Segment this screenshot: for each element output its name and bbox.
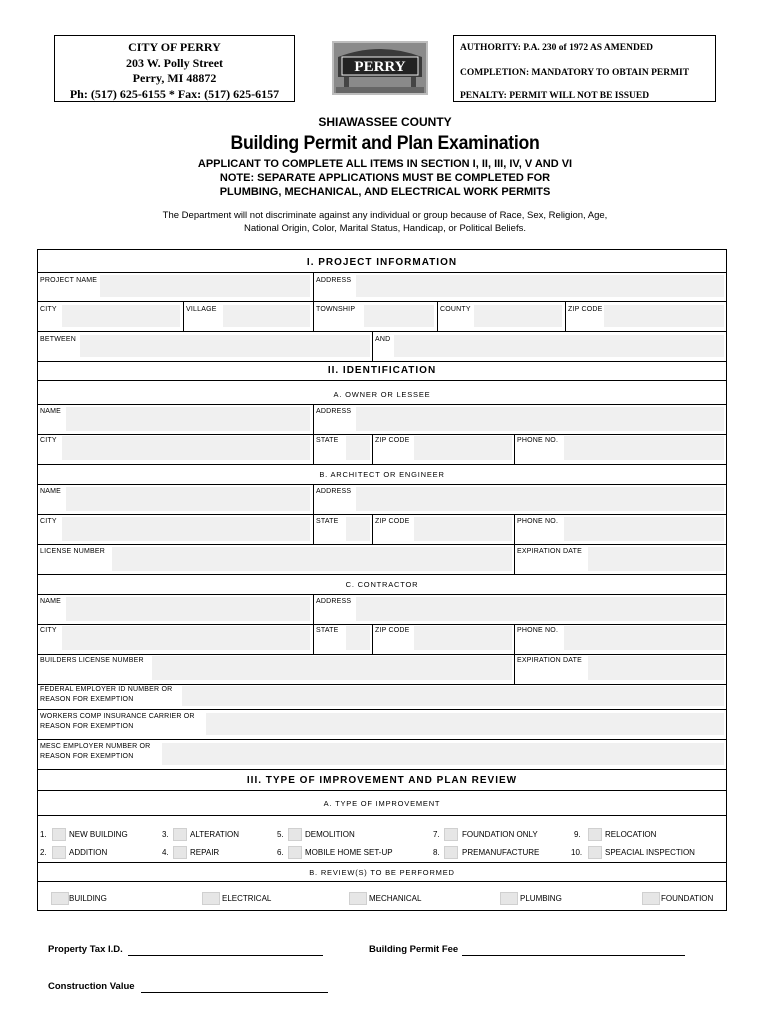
mesc-label-line1: MESC EMPLOYER NUMBER OR: [40, 743, 151, 750]
disclaimer: [0, 209, 770, 235]
owner-zip-field[interactable]: [414, 436, 512, 460]
workers-comp-label-line2: REASON FOR EXEMPTION: [40, 723, 134, 730]
new-building-checkbox[interactable]: [52, 828, 66, 841]
owner-phone-label: PHONE NO.: [517, 437, 559, 444]
penalty-text: PENALTY: PERMIT WILL NOT BE ISSUED: [460, 91, 650, 101]
office-street: 203 W. Polly Street: [125, 55, 224, 70]
premanufacture-label: PREMANUFACTURE: [462, 848, 540, 857]
improvement-num: 8.: [433, 848, 440, 857]
between-field[interactable]: [80, 335, 370, 357]
architect-license-field[interactable]: [112, 547, 512, 571]
instruction-line: PLUMBING, MECHANICAL, AND ELECTRICAL WORK PERMITS: [219, 186, 551, 198]
repair-label: REPAIR: [190, 848, 220, 857]
instruction-line: APPLICANT TO COMPLETE ALL ITEMS IN SECTION I, II, III, IV, V AND VI: [197, 158, 573, 170]
permit-form: [37, 249, 727, 911]
builders-license-label: BUILDERS LICENSE NUMBER: [40, 657, 144, 664]
federal-id-label: [40, 685, 172, 705]
plumbing-review-checkbox[interactable]: [500, 892, 518, 905]
section-2-title: II. IDENTIFICATION: [38, 365, 726, 381]
improvement-num: 1.: [40, 830, 47, 839]
addition-label: ADDITION: [69, 848, 108, 857]
form-title: Building Permit and Plan Examination: [230, 133, 540, 154]
county-field[interactable]: [474, 305, 562, 327]
tax-id-field[interactable]: [128, 955, 323, 956]
workers-comp-field[interactable]: [206, 713, 724, 735]
contractor-city-field[interactable]: [62, 626, 310, 650]
architect-city-field[interactable]: [62, 517, 310, 541]
permit-fee-field[interactable]: [462, 955, 685, 956]
between-label: BETWEEN: [40, 336, 77, 343]
architect-license-label: LICENSE NUMBER: [40, 548, 106, 555]
contractor-expiration-field[interactable]: [588, 656, 724, 680]
architect-address-field[interactable]: [356, 487, 724, 511]
contractor-zip-label: ZIP CODE: [375, 627, 410, 634]
contractor-address-field[interactable]: [356, 597, 724, 621]
building-review-checkbox[interactable]: [51, 892, 69, 905]
alteration-label: ALTERATION: [190, 830, 240, 839]
contractor-name-label: NAME: [40, 598, 62, 605]
improvement-num: 3.: [162, 830, 169, 839]
architect-phone-label: PHONE NO.: [517, 518, 559, 525]
village-label: VILLAGE: [186, 306, 217, 313]
architect-subtitle: B. ARCHITECT OR ENGINEER: [319, 470, 445, 479]
improvement-num: 5.: [277, 830, 284, 839]
special-inspection-checkbox[interactable]: [588, 846, 602, 859]
permit-fee-label: Building Permit Fee: [369, 944, 459, 955]
architect-city-label: CITY: [40, 518, 57, 525]
workers-comp-label: [40, 712, 195, 732]
repair-checkbox[interactable]: [173, 846, 187, 859]
architect-zip-label: ZIP CODE: [375, 518, 410, 525]
tax-id-label: Property Tax I.D.: [48, 944, 123, 955]
building-review-label: BUILDING: [69, 894, 107, 903]
county-heading: SHIAWASSEE COUNTY: [318, 115, 452, 129]
federal-id-label-line2: REASON FOR EXEMPTION: [40, 696, 134, 703]
owner-address-field[interactable]: [356, 407, 724, 431]
contractor-phone-label: PHONE NO.: [517, 627, 559, 634]
improvement-num: 2.: [40, 848, 47, 857]
owner-name-field[interactable]: [66, 407, 310, 431]
improvement-num: 7.: [433, 830, 440, 839]
architect-state-label: STATE: [316, 518, 339, 525]
improvement-num: 6.: [277, 848, 284, 857]
foundation-only-checkbox[interactable]: [444, 828, 458, 841]
electrical-review-checkbox[interactable]: [202, 892, 220, 905]
contractor-city-label: CITY: [40, 627, 57, 634]
owner-phone-field[interactable]: [564, 436, 724, 460]
owner-subtitle: A. OWNER OR LESSEE: [333, 390, 431, 399]
and-field[interactable]: [394, 335, 724, 357]
architect-expiration-field[interactable]: [588, 547, 724, 571]
contractor-state-field[interactable]: [346, 626, 370, 650]
special-inspection-label: SPEACIAL INSPECTION: [605, 848, 695, 857]
foundation-only-label: FOUNDATION ONLY: [462, 830, 538, 839]
project-city-label: CITY: [40, 306, 57, 313]
premanufacture-checkbox[interactable]: [444, 846, 458, 859]
section-1-title: I. PROJECT INFORMATION: [38, 257, 726, 273]
completion-text: COMPLETION: MANDATORY TO OBTAIN PERMIT: [460, 68, 690, 78]
and-label: AND: [375, 336, 391, 343]
contractor-zip-field[interactable]: [414, 626, 512, 650]
owner-state-label: STATE: [316, 437, 339, 444]
disclaimer-line: The Department will not discriminate against any individual or group because of Race, Sex, Religion, Age,: [162, 210, 608, 221]
demolition-checkbox[interactable]: [288, 828, 302, 841]
contractor-state-label: STATE: [316, 627, 339, 634]
plumbing-review-label: PLUMBING: [520, 894, 562, 903]
mesc-field[interactable]: [162, 743, 724, 765]
contractor-phone-field[interactable]: [564, 626, 724, 650]
mesc-label: [40, 742, 150, 762]
project-city-field[interactable]: [62, 305, 180, 327]
office-name: CITY OF PERRY: [128, 40, 221, 54]
contractor-name-field[interactable]: [66, 597, 310, 621]
contractor-address-label: ADDRESS: [316, 598, 352, 605]
mobile-home-label: MOBILE HOME SET-UP: [305, 848, 393, 857]
mechanical-review-checkbox[interactable]: [349, 892, 367, 905]
disclaimer-line: National Origin, Color, Marital Status, Handicap, or Political Beliefs.: [244, 223, 526, 234]
alteration-checkbox[interactable]: [173, 828, 187, 841]
architect-zip-field[interactable]: [414, 517, 512, 541]
electrical-review-label: ELECTRICAL: [222, 894, 272, 903]
section-3-title: III. TYPE OF IMPROVEMENT AND PLAN REVIEW: [38, 775, 726, 791]
review-subtitle: B. REVIEW(S) TO BE PERFORMED: [309, 868, 455, 877]
owner-state-field[interactable]: [346, 436, 370, 460]
architect-expiration-label: EXPIRATION DATE: [517, 548, 582, 555]
owner-city-label: CITY: [40, 437, 57, 444]
project-address-field[interactable]: [356, 275, 724, 297]
village-field[interactable]: [223, 305, 310, 327]
office-address-box: [54, 35, 295, 102]
construction-value-field[interactable]: [141, 992, 328, 993]
builders-license-field[interactable]: [152, 656, 512, 680]
project-zip-field[interactable]: [604, 305, 724, 327]
federal-id-label-line1: FEDERAL EMPLOYER ID NUMBER OR: [40, 686, 173, 693]
new-building-label: NEW BUILDING: [69, 830, 128, 839]
relocation-checkbox[interactable]: [588, 828, 602, 841]
architect-state-field[interactable]: [346, 517, 370, 541]
foundation-review-label: FOUNDATION: [661, 894, 714, 903]
mesc-label-line2: REASON FOR EXEMPTION: [40, 753, 134, 760]
mechanical-review-label: MECHANICAL: [369, 894, 422, 903]
perry-logo: [330, 37, 430, 99]
owner-name-label: NAME: [40, 408, 62, 415]
project-name-label: PROJECT NAME: [40, 277, 98, 284]
contractor-subtitle: C. CONTRACTOR: [345, 580, 419, 589]
architect-name-label: NAME: [40, 488, 62, 495]
township-label: TOWNSHIP: [316, 306, 356, 313]
workers-comp-label-line1: WORKERS COMP INSURANCE CARRIER OR: [40, 713, 195, 720]
federal-id-field[interactable]: [182, 686, 724, 706]
project-name-field[interactable]: [100, 275, 310, 297]
architect-name-field[interactable]: [66, 487, 310, 511]
office-city: Perry, MI 48872: [132, 71, 217, 85]
owner-city-field[interactable]: [62, 436, 310, 460]
relocation-label: RELOCATION: [605, 830, 657, 839]
contractor-expiration-label: EXPIRATION DATE: [517, 657, 582, 664]
township-field[interactable]: [364, 305, 434, 327]
mobile-home-checkbox[interactable]: [288, 846, 302, 859]
construction-value-label: Construction Value: [48, 981, 135, 992]
architect-phone-field[interactable]: [564, 517, 724, 541]
authority-text: AUTHORITY: P.A. 230 of 1972 AS AMENDED: [460, 43, 654, 53]
authority-box: [453, 35, 716, 102]
logo-text: PERRY: [354, 59, 406, 75]
addition-checkbox[interactable]: [52, 846, 66, 859]
project-address-label: ADDRESS: [316, 277, 352, 284]
improvement-num: 10.: [571, 848, 583, 857]
architect-address-label: ADDRESS: [316, 488, 352, 495]
improvement-num: 4.: [162, 848, 169, 857]
instruction-line: NOTE: SEPARATE APPLICATIONS MUST BE COMPLETED FOR: [219, 172, 551, 184]
instructions: [0, 157, 770, 199]
foundation-review-checkbox[interactable]: [642, 892, 660, 905]
owner-zip-label: ZIP CODE: [375, 437, 410, 444]
demolition-label: DEMOLITION: [305, 830, 355, 839]
project-zip-label: ZIP CODE: [568, 306, 603, 313]
improvement-num: 9.: [574, 830, 581, 839]
office-phone: Ph: (517) 625-6155 * Fax: (517) 625-6157: [69, 86, 280, 101]
county-label: COUNTY: [440, 306, 471, 313]
owner-address-label: ADDRESS: [316, 408, 352, 415]
improvement-subtitle: A. TYPE OF IMPROVEMENT: [323, 799, 441, 808]
